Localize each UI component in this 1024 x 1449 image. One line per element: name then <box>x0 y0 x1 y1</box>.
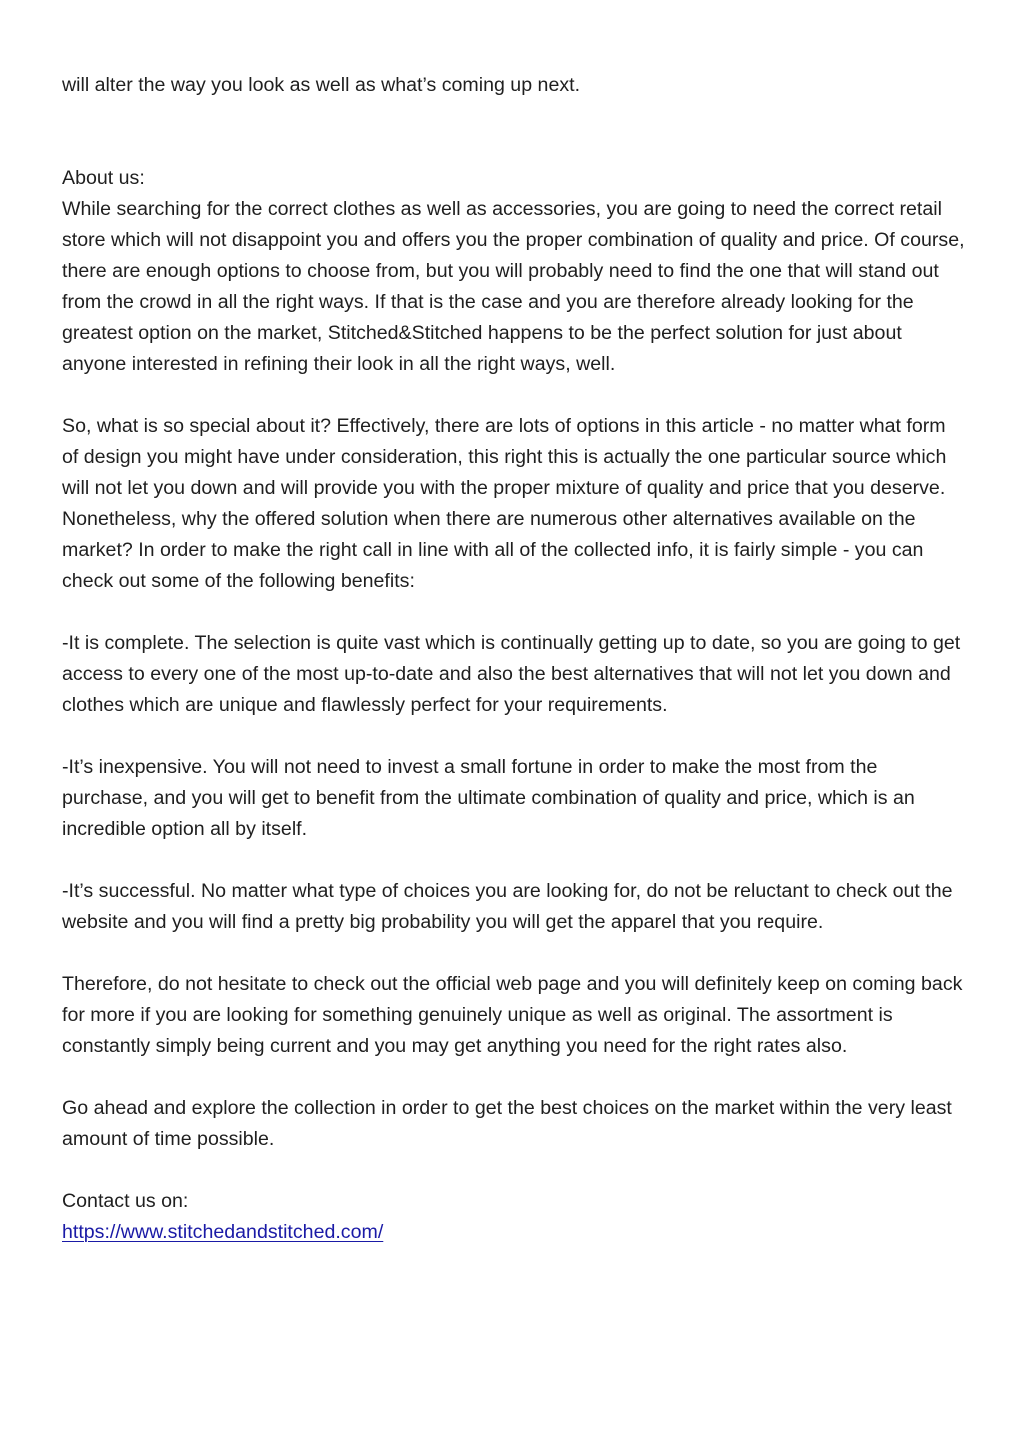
benefit-complete: -It is complete. The selection is quite vast which is continually getting up to date, so you are going to get access to every one of the most up-to-date and also the best alternatives that will not let you down and clothes which are unique and flawlessly perfect for your requirements. <box>62 632 961 716</box>
benefit-successful: -It’s successful. No matter what type of choices you are looking for, do not be reluctant to check out the website and you will find a pretty big probability you will get the apparel that you require. <box>62 880 953 933</box>
contact-line <box>62 1217 967 1248</box>
benefit-inexpensive: -It’s inexpensive. You will not need to invest a small fortune in order to make the most from the purchase, and you will get to benefit from the ultimate combination of quality and price, which is an incredible option all by itself. <box>62 756 915 840</box>
paragraph-special: So, what is so special about it? Effectively, there are lots of options in this article - no matter what form of design you might have under consideration, this right this is actually the one particular source which will not let you down and will provide you with the proper mixture of quality and price that you deserve. Nonetheless, why the offered solution when there are numerous other alternatives available on the market? In order to make the right call in line with all of the collected info, it is fairly simple - you can check out some of the following benefits: <box>62 415 947 592</box>
intro-fragment: will alter the way you look as well as what’s coming up next. <box>62 74 581 96</box>
spacer <box>62 721 967 752</box>
spacer <box>62 1062 967 1093</box>
contact-link[interactable]: https://www.stitchedandstitched.com/ <box>62 1221 384 1243</box>
spacer <box>62 380 967 411</box>
paragraph-intro: While searching for the correct clothes as well as accessories, you are going to need the correct retail store which will not disappoint you and offers you the proper combination of quality and price. Of course, there are enough options to choose from, but you will probably need to find the one that will stand out from the crowd in all the right ways. If that is the case and you are therefore already looking for the greatest option on the market, Stitched&Stitched happens to be the perfect solution for just about anyone interested in refining their look in all the right ways, well. <box>62 198 965 375</box>
paragraph-go-ahead: Go ahead and explore the collection in order to get the best choices on the market within the very least amount of time possible. <box>62 1097 952 1150</box>
paragraph-therefore: Therefore, do not hesitate to check out the official web page and you will definitely keep on coming back for more if you are looking for something genuinely unique as well as original. The assortment is constantly simply being current and you may get anything you need for the right rates also. <box>62 973 963 1057</box>
contact-heading: Contact us on: <box>62 1190 189 1212</box>
spacer <box>62 1155 967 1186</box>
spacer <box>62 938 967 969</box>
spacer <box>62 597 967 628</box>
about-heading: About us: <box>62 167 145 189</box>
spacer <box>62 101 967 163</box>
spacer <box>62 845 967 876</box>
document-body <box>62 70 967 1248</box>
